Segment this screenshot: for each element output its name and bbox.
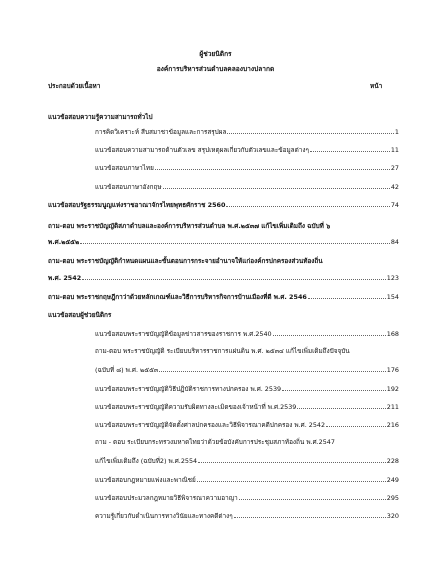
toc-entry[interactable] bbox=[95, 457, 399, 465]
toc-entry[interactable] bbox=[95, 146, 399, 154]
toc-entry-title: แนวข้อสอบพระราชบัญญัติข้อมูลข่าวสารของราชการ พ.ศ.2540 bbox=[95, 330, 272, 338]
leader-dots bbox=[326, 426, 386, 427]
toc-entry-title-line2: (ฉบับที่ ๘) พ.ศ. ๒๕๕๓ bbox=[95, 366, 159, 374]
toc-entry[interactable] bbox=[95, 494, 399, 502]
toc-entry-title-line2: แก้ไขเพิ่มเติมถึง (ฉบับที่2) พ.ศ.2554 bbox=[95, 457, 198, 465]
toc-entry-title: แนวข้อสอบภาษาอังกฤษ bbox=[95, 183, 162, 191]
toc-entry-title: แนวข้อสอบพระราชบัญญัติจัดตั้งศาลปกครองและวิธีพิจารณาคดีปกครอง พ.ศ. 2542 bbox=[95, 421, 326, 429]
toc-entry[interactable] bbox=[95, 512, 399, 520]
toc-entry-page: 1 bbox=[394, 128, 399, 136]
toc-entry-page: 154 bbox=[386, 293, 399, 301]
toc-entry-page: 74 bbox=[390, 201, 399, 209]
leader-dots bbox=[197, 481, 386, 482]
toc-entry[interactable] bbox=[95, 183, 399, 191]
toc-entry-decentralization-act[interactable] bbox=[48, 274, 399, 282]
leader-dots bbox=[308, 298, 386, 299]
leader-dots bbox=[159, 371, 386, 372]
document-subtitle: องค์การบริหารส่วนตำบลคลองบางปลากด bbox=[156, 65, 275, 73]
toc-entry-title: ความรู้เกี่ยวกับดำเนินการทางวินัยและทางคดีต่างๆ bbox=[95, 512, 233, 520]
toc-entry[interactable] bbox=[95, 366, 399, 374]
toc-entry-page: 11 bbox=[390, 146, 399, 154]
toc-entry-page: 249 bbox=[386, 476, 399, 484]
toc-entry-title-line1: ถาม-ตอบ พระราชบัญญัติ ระเบียบบริหารราชการแผ่นดิน พ.ศ. ๒๕๓๔ แก้ไขเพิ่มเติมถึงปัจจุบัน bbox=[95, 347, 350, 355]
toc-entry-title: แนวข้อสอบกฎหมายแพ่งและพาณิชย์ bbox=[95, 476, 196, 484]
toc-entry-constitution[interactable] bbox=[48, 201, 399, 209]
toc-entry-title-line2: พ.ศ.๒๕๕๒ bbox=[48, 238, 80, 246]
toc-entry-title: แนวข้อสอบรัฐธรรมนูญแห่งราชอาณาจักรไทยพุทธศักราช 2560 bbox=[48, 201, 226, 209]
leader-dots bbox=[163, 188, 390, 189]
toc-entry-page: 211 bbox=[386, 403, 399, 411]
toc-entry-title-line1: ถาม-ตอบ พระราชบัญญัติกำหนดแผนและขั้นตอนการกระจายอำนาจให้แก่องค์กรปกครองส่วนท้องถิ่น bbox=[48, 257, 323, 265]
toc-entry[interactable] bbox=[95, 476, 399, 484]
toc-entry-page: 216 bbox=[386, 421, 399, 429]
contents-label: ประกอบด้วยเนื้อหา bbox=[48, 82, 101, 90]
section-heading-general-knowledge: แนวข้อสอบความรู้ความสามารถทั่วไป bbox=[48, 113, 153, 121]
toc-entry[interactable] bbox=[95, 421, 399, 429]
leader-dots bbox=[80, 243, 390, 244]
toc-entry-page: 228 bbox=[386, 457, 399, 465]
toc-entry-good-governance-decree[interactable] bbox=[48, 293, 399, 301]
toc-entry-page: 123 bbox=[386, 274, 399, 282]
toc-entry-page: 42 bbox=[390, 183, 399, 191]
leader-dots bbox=[234, 517, 386, 518]
toc-entry-page: 295 bbox=[386, 494, 399, 502]
toc-entry-page: 176 bbox=[386, 366, 399, 374]
toc-entry-title-line1: ถาม - ตอบ ระเบียบกระทรวงมหาดไทยว่าด้วยข้อบังคับการประชุมสภาท้องถิ่น พ.ศ.2547 bbox=[95, 438, 335, 446]
toc-entry-title: แนวข้อสอบภาษาไทย bbox=[95, 164, 154, 172]
toc-entry-page: 84 bbox=[390, 238, 399, 246]
toc-entry-title: ถาม-ตอบ พระราชกฤษฎีกาว่าด้วยหลักเกณฑ์และวิธีการบริหารกิจการบ้านเมืองที่ดี พ.ศ. 2546 bbox=[48, 293, 307, 301]
toc-entry-title: แนวข้อสอบพระราชบัญญัติความรับผิดทางละเมิดของเจ้าหน้าที่ พ.ศ.2539 bbox=[95, 403, 297, 411]
leader-dots bbox=[198, 462, 386, 463]
leader-dots bbox=[282, 390, 386, 391]
toc-entry-title-line1: ถาม-ตอบ พระราชบัญญัติสภาตำบลและองค์การบริหารส่วนตำบล พ.ศ.๒๕๓๗ แก้ไขเพิ่มเติมถึง ฉบับที่ ๖ bbox=[48, 222, 331, 230]
toc-entry[interactable] bbox=[95, 330, 399, 338]
toc-entry-title: แนวข้อสอบประมวลกฎหมายวิธีพิจารณาความอาญา bbox=[95, 494, 238, 502]
leader-dots bbox=[297, 408, 385, 409]
leader-dots bbox=[310, 151, 390, 152]
leader-dots bbox=[155, 169, 390, 170]
toc-entry-page: 27 bbox=[390, 164, 399, 172]
leader-dots bbox=[239, 499, 386, 500]
toc-entry-page: 192 bbox=[386, 385, 399, 393]
toc-entry-tambon-council-act[interactable] bbox=[48, 238, 399, 246]
toc-entry[interactable] bbox=[95, 164, 399, 172]
toc-entry-title-line2: พ.ศ. 2542 bbox=[48, 274, 82, 282]
leader-dots bbox=[273, 335, 386, 336]
document-title: ผู้ช่วยนิติกร bbox=[199, 50, 232, 58]
toc-entry[interactable] bbox=[95, 385, 399, 393]
toc-entry-page: 320 bbox=[386, 512, 399, 520]
toc-entry-page: 168 bbox=[386, 330, 399, 338]
toc-entry-title: การคิดวิเคราะห์ สืบสมาชาข้อมูลและการสรุปผล bbox=[95, 128, 227, 136]
leader-dots bbox=[82, 279, 386, 280]
toc-entry-title: แนวข้อสอบพระราชบัญญัติวิธีปฏิบัติราชการทางปกครอง พ.ศ. 2539 bbox=[95, 385, 282, 393]
page-column-label: หน้า bbox=[370, 82, 383, 90]
toc-entry-title: แนวข้อสอบความสามารถด้านตัวเลข สรุปเหตุผลเกี่ยวกับตัวเลขและข้อมูลต่างๆ bbox=[95, 146, 309, 154]
leader-dots bbox=[227, 133, 394, 134]
section-heading-legal-assistant: แนวข้อสอบผู้ช่วยนิติกร bbox=[48, 311, 112, 319]
leader-dots bbox=[226, 206, 389, 207]
toc-entry[interactable] bbox=[95, 128, 399, 136]
toc-entry[interactable] bbox=[95, 403, 399, 411]
